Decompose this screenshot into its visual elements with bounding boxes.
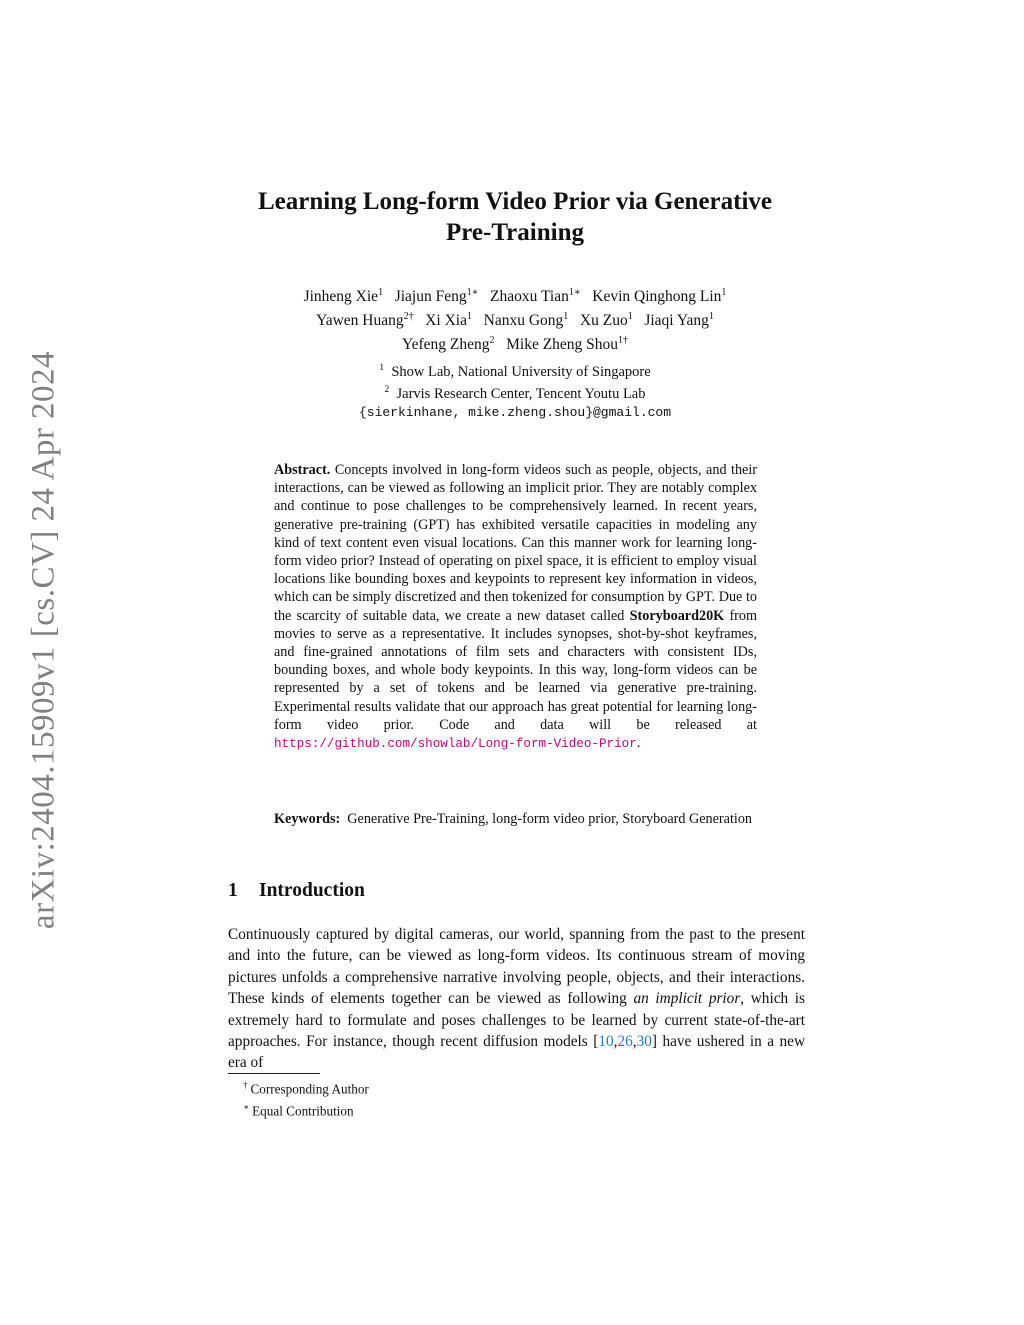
keywords (274, 810, 757, 828)
affiliation-sup: 2 (384, 385, 390, 396)
footnote-text: Corresponding Author (250, 1081, 369, 1097)
title-line-2: Pre-Training (446, 219, 584, 246)
footnotes (243, 1076, 369, 1121)
keywords-text: Generative Pre-Training, long-form video prior, Storyboard Generation (347, 811, 753, 827)
code-link[interactable]: https://github.com/showlab/Long-form-Video-Prior (274, 737, 637, 752)
affiliation-text: Show Lab, National University of Singapore (391, 363, 651, 380)
author-sup: 1∗ (568, 287, 581, 298)
footnote-mark: † (243, 1080, 248, 1090)
keywords-heading: Keywords: (274, 811, 341, 827)
author: Jiajun Feng (394, 288, 467, 306)
intro-text: Continuously captured by digital cameras, our world, spanning from the past to the present and into the future, can be viewed as long-form videos. Its continuous stream of moving pictures unfolds a comprehensive narrative involving people, objects, and their interactions. These kinds of elements together can be viewed as following (228, 926, 805, 1008)
abstract (274, 461, 757, 753)
author: Yefeng Zheng (401, 336, 490, 354)
arxiv-stamp (12, 310, 76, 970)
author: Jiaqi Yang (644, 312, 709, 330)
abstract-heading: Abstract. (274, 462, 331, 478)
section-heading (228, 880, 365, 902)
affiliation-sup: 1 (379, 363, 385, 373)
footnote-text: Equal Contribution (252, 1103, 354, 1119)
footnote (243, 1098, 369, 1120)
intro-text: , which is extremely hard to formulate and poses challenges to be learned by current state-of-the-art approaches. For instance, though recent diffusion models [ (228, 990, 805, 1051)
paper-title (200, 186, 830, 248)
author-sup: 1 (627, 311, 633, 323)
abstract-end: . (636, 735, 641, 752)
author-sup: 1 (721, 287, 727, 298)
footnote-rule (228, 1073, 320, 1074)
author-line-2 (200, 307, 830, 331)
intro-text: ] have ushered in a new era of (228, 1033, 805, 1072)
author: Xu Zuo (579, 312, 628, 330)
author: Nanxu Gong (483, 312, 564, 330)
author-sup: 2 (489, 335, 495, 347)
intro-paragraph: Continuously captured by digital cameras, our world, spanning from the past to the present and into the future, can be viewed as long-form videos. Its continuous stream of moving pictures unfolds a comprehensive narrative involving people, objects, and their interactions. These kinds of elements together can be viewed as following an implicit prior, which is extremely hard to formulate and poses challenges to be learned by current state-of-the-art approaches. For instance, though recent diffusion models [10,26,30] have ushered in a new era of (228, 926, 805, 1072)
intro-emphasis: an implicit prior (633, 990, 741, 1008)
author-line-3 (200, 331, 830, 355)
affiliations (200, 359, 830, 422)
footnote (243, 1076, 369, 1098)
author-sup: 1 (467, 311, 472, 323)
author: Yawen Huang (316, 312, 404, 330)
author-sup: 1 (378, 287, 384, 298)
affiliation (200, 381, 830, 403)
author-sup: 2† (403, 311, 414, 323)
abstract-text: Concepts involved in long-form videos such as people, objects, and their interactions, can be viewed as following an implicit prior. They are notably complex and continue to pose challenges to be comprehensively learned. In recent years, generative pre-training (GPT) has exhibited versatile capacities in modeling any kind of text content even visual locations. Can this manner work for learning long-form video prior? Instead of operating on pixel space, it is efficient to employ visual locations like bounding boxes and keypoints to represent key information in videos, which can be simply discretized and then tokenized for consumption by GPT. Due to the scarcity of suitable data, we create a new dataset called (274, 462, 758, 624)
affiliation (200, 359, 830, 381)
citation-link[interactable]: 10 (598, 1033, 614, 1051)
arxiv-stamp-text: arXiv:2404.15909v1 [cs.CV] 24 Apr 2024 (25, 350, 62, 930)
email: {sierkinhane, mike.zheng.shou}@gmail.com (358, 404, 672, 420)
author-line-1 (200, 283, 830, 307)
section-number: 1 (228, 880, 238, 901)
author-sup: 1∗ (466, 287, 479, 298)
dataset-name: Storyboard20K (629, 607, 725, 624)
author-sup: 1 (563, 311, 569, 323)
affiliation-text: Jarvis Research Center, Tencent Youtu Lab (396, 386, 646, 403)
title-line-1: Learning Long-form Video Prior via Generative (257, 188, 773, 215)
citation-link[interactable]: 26 (617, 1033, 633, 1051)
author-sup: 1† (618, 335, 629, 347)
author-sup: 1 (708, 311, 714, 323)
abstract-text: from movies to serve as a representative. It includes synopses, shot-by-shot keyframes, and fine-grained annotations of film sets and characters with consistent IDs, bounding boxes, and whole body keypoints. In this way, long-form videos can be represented by a set of tokens and be learned via generative pre-training. Experimental results validate that our approach has great potential for learning long-form video prior. Code and data will be released at (274, 607, 758, 733)
section-title: Introduction (259, 880, 365, 901)
footnote-mark: ∗ (243, 1102, 250, 1113)
author: Xi Xia (425, 312, 467, 330)
author: Kevin Qinghong Lin (592, 288, 722, 306)
citation-link[interactable]: 30 (636, 1033, 652, 1051)
author: Zhaoxu Tian (490, 288, 569, 306)
author: Mike Zheng Shou (506, 336, 619, 354)
author-list (200, 283, 830, 355)
author: Jinheng Xie (303, 288, 379, 306)
